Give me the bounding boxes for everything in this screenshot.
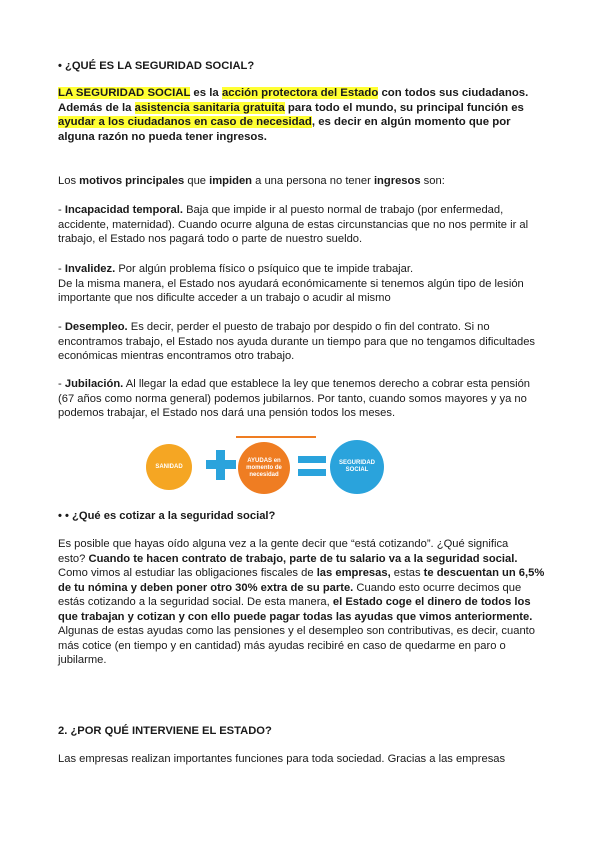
- seguridad-social-circle: SEGURIDAD SOCIAL: [330, 440, 384, 494]
- highlight-text: ayudar a los ciudadanos en caso de necesidad: [58, 116, 312, 128]
- ayudas-circle: AYUDAS en momento de necesidad: [238, 442, 290, 494]
- item-title: Jubilación.: [64, 378, 124, 390]
- text: que: [184, 175, 210, 187]
- highlight-text: acción protectora del Estado: [221, 87, 379, 99]
- definition-paragraph: [58, 86, 548, 144]
- section-heading: • • ¿Qué es cotizar a la seguridad social?: [58, 510, 276, 522]
- text: esto?: [58, 552, 89, 565]
- text: -: [58, 204, 65, 216]
- bold-text: impiden: [209, 175, 253, 187]
- bold-text: motivos principales: [79, 175, 185, 187]
- highlight-text: LA SEGURIDAD SOCIAL: [58, 87, 191, 99]
- cotizar-paragraph: [58, 537, 548, 668]
- item-title: Incapacidad temporal.: [64, 204, 183, 216]
- item-text: Es decir, perder el puesto de trabajo por despido o fin del contrato. Si no encontramos trabajo, el Estado nos ayuda durante un tiempo para que no tengamos dificultades económicas mientras encontramos otro trabajo.: [58, 321, 536, 362]
- text: , es decir en algún momento que por alguna razón no pueda tener ingresos.: [58, 116, 511, 143]
- bold-text: ingresos: [373, 175, 421, 187]
- divider: [236, 436, 316, 438]
- equals-icon: [298, 469, 326, 476]
- item-text: Al llegar la edad que establece la ley que tenemos derecho a cobrar esta pensión (67 años como norma general) podemos jubilarnos. Por tanto, cuando somos mayores y ya no podemos trabajar, el Estado nos dará una pensión todos los meses.: [58, 378, 531, 419]
- section-heading: • ¿QUÉ ES LA SEGURIDAD SOCIAL?: [58, 60, 255, 72]
- text: es la: [190, 87, 222, 99]
- text: Cuando esto ocurre decimos que estás cotizando a la seguridad social. De esta manera,: [58, 581, 522, 608]
- bold-text: el Estado coge el dinero de todos los que trabajan y cotizan y con ello puede pagar todas las ayudas que vimos anteriormente.: [58, 596, 533, 623]
- item-title: Desempleo.: [64, 321, 128, 333]
- equals-icon: [298, 456, 326, 463]
- text: son:: [420, 175, 445, 187]
- text: Como vimos al estudiar las obligaciones fiscales de: [58, 567, 317, 579]
- text: a una persona no tener: [252, 175, 374, 187]
- motivos-paragraph: [58, 174, 548, 189]
- item-text: Por algún problema físico o psíquico que te impide trabajar.: [115, 263, 414, 275]
- text: -: [58, 378, 65, 390]
- text: Algunas de estas ayudas como las pensiones y el desempleo son contributivas, es decir, cuanto más cotice (en tiempo y en cantidad) más ayudas recibiré en caso de quedarme en paro o jubilarme.: [58, 625, 535, 666]
- list-item-incapacidad: [58, 203, 548, 247]
- list-item-invalidez: [58, 262, 548, 306]
- text: Los: [58, 175, 80, 187]
- item-text: Baja que impide ir al puesto normal de trabajo (por enfermedad, accidente, maternidad). Cuando ocurre alguna de estas circunstancias que no nos permite ir al trabajo, el Estado nos pagará todo o parte de nuestro sueldo.: [58, 204, 529, 245]
- item-title: Invalidez.: [64, 263, 116, 275]
- section-heading: 2. ¿POR QUÉ INTERVIENE EL ESTADO?: [58, 725, 272, 737]
- sanidad-circle: SANIDAD: [146, 444, 192, 490]
- bold-text: Cuando te hacen contrato de trabajo, parte de tu salario va a la seguridad social.: [88, 552, 518, 565]
- paragraph: Las empresas realizan importantes funciones para toda sociedad. Gracias a las empresas: [58, 753, 506, 765]
- text: estas: [390, 567, 424, 579]
- plus-icon: [206, 460, 236, 469]
- highlight-text: asistencia sanitaria gratuita: [134, 101, 285, 114]
- text: -: [58, 321, 65, 333]
- text: con todos sus ciudadanos.: [378, 87, 529, 99]
- text: Es posible que hayas oído alguna vez a la gente decir que “está cotizando”. ¿Qué significa: [58, 538, 509, 550]
- item-text: De la misma manera, el Estado nos ayudará económicamente si tenemos algún tipo de lesión importante que nos dificulte acceder a un trabajo o acudir al mismo: [58, 277, 524, 304]
- bold-text: las empresas,: [316, 567, 391, 579]
- list-item-jubilacion: [58, 377, 548, 421]
- bold-text: te descuentan un 6,5% de tu nómina y deben poner otro 30% extra de su parte.: [58, 567, 545, 594]
- text: Además de la: [58, 101, 135, 114]
- text: para todo el mundo, su principal función es: [284, 101, 524, 114]
- text: -: [58, 263, 65, 275]
- list-item-desempleo: [58, 320, 548, 364]
- seguridad-social-diagram: [140, 438, 400, 496]
